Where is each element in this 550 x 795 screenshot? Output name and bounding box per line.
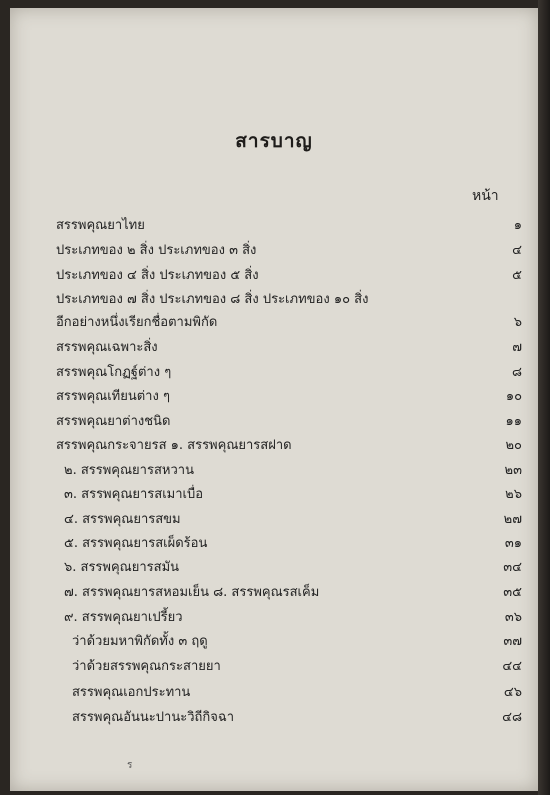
toc-entry-label: ๕. สรรพคุณยารสเผ็ดร้อน <box>64 536 208 551</box>
toc-entry-page: ๔๘ <box>502 710 522 725</box>
toc-entry <box>56 385 534 407</box>
toc-entry-page: ๗ <box>512 340 522 355</box>
toc-entry <box>56 532 534 554</box>
toc-entry <box>56 681 534 703</box>
toc-entry-label: ๓. สรรพคุณยารสเมาเบื่อ <box>64 487 204 502</box>
toc-entry-label: ว่าด้วยสรรพคุณกระสายยา <box>72 659 221 674</box>
toc-entry-page: ๑๐ <box>505 389 522 404</box>
toc-entry <box>56 508 534 530</box>
toc-entry <box>56 288 534 310</box>
book-page <box>10 8 538 791</box>
toc-entry-label: สรรพคุณกระจายรส ๑. สรรพคุณยารสฝาด <box>56 438 292 453</box>
toc-entry-page: ๔๖ <box>503 685 522 700</box>
toc-entry-label: ๔. สรรพคุณยารสขม <box>64 512 181 527</box>
toc-entry-label: ๖. สรรพคุณยารสมัน <box>64 560 180 575</box>
toc-entry-label: สรรพคุณอันนะปานะวิถีกิจฉา <box>72 710 235 725</box>
toc-entry-page: ๑ <box>513 218 522 233</box>
toc-entry <box>56 581 534 603</box>
toc-entry <box>56 434 534 456</box>
page-column-header: หน้า <box>472 188 499 204</box>
toc-entry-page: ๖ <box>513 315 522 330</box>
toc-entry <box>56 706 534 728</box>
toc-entry <box>56 336 534 358</box>
toc-entry <box>56 311 534 333</box>
toc-entry-label: ๒. สรรพคุณยารสหวาน <box>64 463 194 478</box>
toc-entry-label: ประเภทของ ๗ สิ่ง ประเภทของ ๘ สิ่ง ประเภทของ ๑๐ สิ่ง <box>56 292 369 307</box>
page-footer-mark: ร <box>127 760 133 771</box>
toc-entry-label: ๗. สรรพคุณยารสหอมเย็น ๘. สรรพคุณรสเค็ม <box>64 585 320 600</box>
page-title: สารบาญ <box>235 130 313 152</box>
toc-entry-page: ๓๕ <box>503 585 522 600</box>
toc-entry-label: สรรพคุณยาต่างชนิด <box>56 414 171 429</box>
toc-entry-label: ประเภทของ ๔ สิ่ง ประเภทของ ๕ สิ่ง <box>56 268 259 283</box>
toc-entry-page: ๑๑ <box>505 414 522 429</box>
toc-entry-page: ๒๐ <box>505 438 522 453</box>
toc-entry-page: ๔๔ <box>502 659 522 674</box>
toc-entry <box>56 483 534 505</box>
toc-entry-page: ๘ <box>511 365 522 380</box>
toc-entry-label: สรรพคุณยาไทย <box>56 218 145 233</box>
toc-entry-label: ว่าด้วยมหาพิกัดทั้ง ๓ ฤดู <box>72 634 208 649</box>
toc-entry <box>56 459 534 481</box>
toc-entry <box>56 630 534 652</box>
toc-entry-page: ๓๗ <box>503 634 522 649</box>
toc-entry <box>56 264 534 286</box>
toc-entry-label: สรรพคุณเฉพาะสิ่ง <box>56 340 158 355</box>
toc-entry-label: อีกอย่างหนึ่งเรียกชื่อตามพิกัด <box>56 315 218 330</box>
toc-entry <box>56 410 534 432</box>
toc-entry-label: ประเภทของ ๒ สิ่ง ประเภทของ ๓ สิ่ง <box>56 243 257 258</box>
toc-entry-page: ๔ <box>512 243 522 258</box>
toc-entry <box>56 361 534 383</box>
toc-entry-page: ๓๖ <box>504 610 522 625</box>
toc-entry-label: สรรพคุณโกฏฐ์ต่าง ๆ <box>56 365 172 380</box>
toc-entry-page: ๓๔ <box>503 560 522 575</box>
toc-entry <box>56 214 534 236</box>
toc-entry-label: ๙. สรรพคุณยาเปรี้ยว <box>64 610 183 625</box>
toc-entry-page: ๒๓ <box>504 463 522 478</box>
toc-entry <box>56 556 534 578</box>
toc-entry-page: ๒๗ <box>503 512 522 527</box>
toc-entry-page: ๒๖ <box>505 487 522 502</box>
toc-entry <box>56 606 534 628</box>
toc-entry-label: สรรพคุณเทียนต่าง ๆ <box>56 389 170 404</box>
book-spine-edge <box>538 0 550 795</box>
toc-entry-label: สรรพคุณเอกประทาน <box>72 685 191 700</box>
toc-entry-page: ๕ <box>512 268 522 283</box>
toc-entry <box>56 655 534 677</box>
toc-entry-page: ๓๑ <box>504 536 522 551</box>
toc-entry <box>56 239 534 261</box>
